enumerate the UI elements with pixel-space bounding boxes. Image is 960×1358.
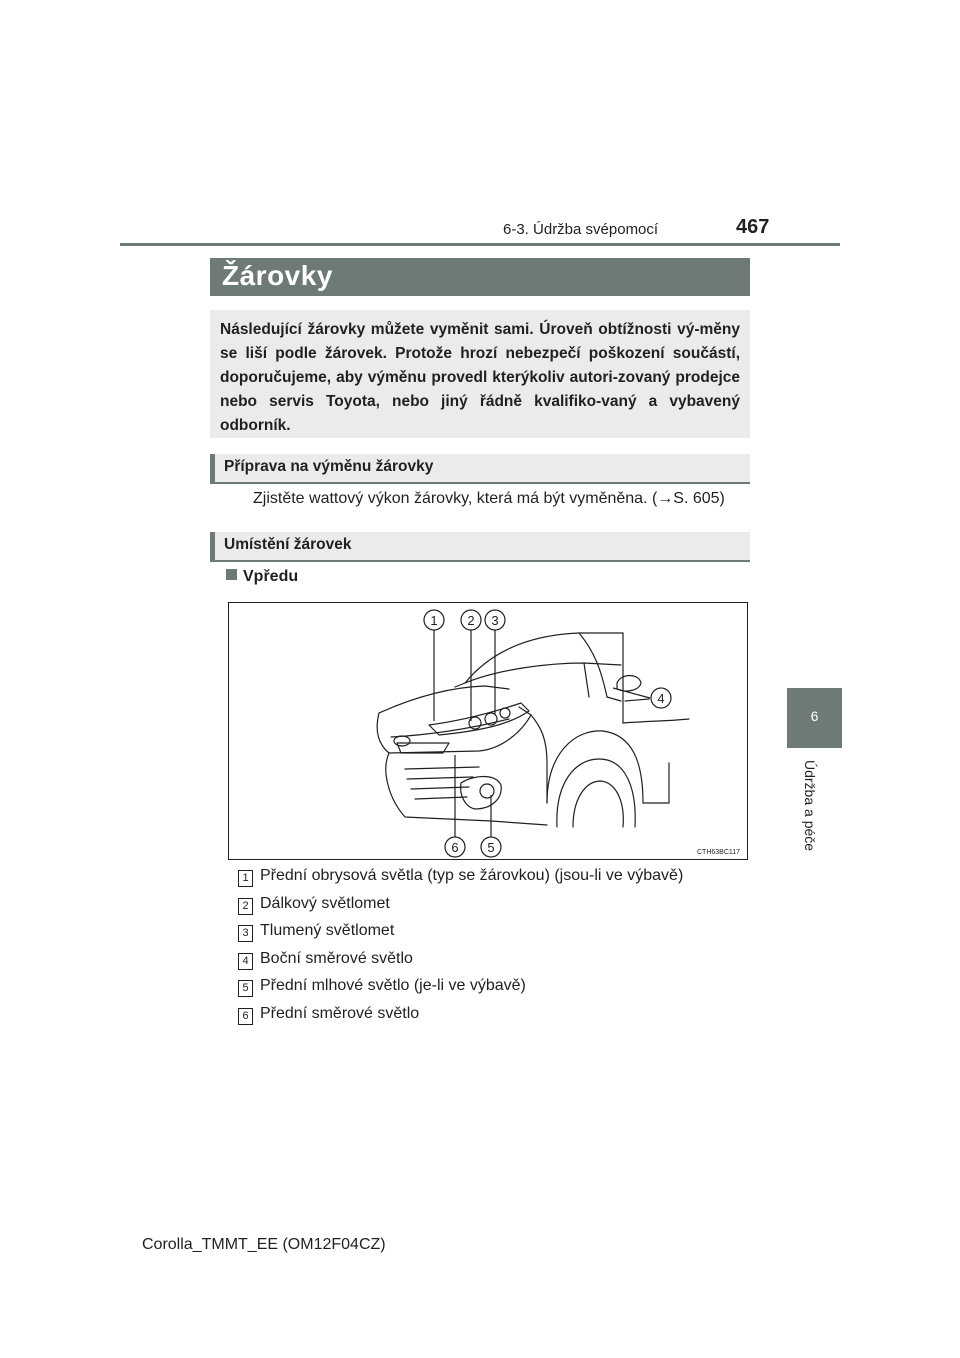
legend-number: 3 <box>238 925 253 942</box>
chapter-label: Údržba a péče <box>802 760 818 852</box>
page-title: Žárovky <box>222 260 333 291</box>
legend-number: 5 <box>238 980 253 997</box>
legend-text: Dálkový světlomet <box>260 894 390 912</box>
location-heading: Umístění žárovek <box>224 536 352 553</box>
header-section-title: 6-3. Údržba svépomocí <box>503 221 659 238</box>
legend-number: 1 <box>238 870 253 887</box>
title-bar <box>210 258 750 296</box>
intro-box <box>210 310 750 438</box>
legend-text: Přední obrysová světla (typ se žárovkou) (jsou-li ve výbavě) <box>260 867 684 884</box>
legend-number: 4 <box>238 953 253 970</box>
page-number: 467 <box>736 216 770 238</box>
intro-text: Následující žárovky můžete vyměnit sami. Úroveň obtížnosti vý-měny se liší podle žárovek. Protože hrozí nebezpečí poškození součástí, doporučujeme, aby výměnu provedl kterýkoliv autori-zovaný prodejce nebo servis Toyota, nebo jiný řádně kvalifiko-vaný a vybavený odborník. <box>220 321 740 434</box>
document-footer: Corolla_TMMT_EE (OM12F04CZ) <box>142 1236 386 1253</box>
car-front-illustration <box>228 602 748 860</box>
location-heading-bar <box>210 532 750 562</box>
square-bullet-icon <box>226 569 237 580</box>
prep-heading: Příprava na výměnu žárovky <box>224 458 434 475</box>
callout-label-4: 4 <box>657 691 665 706</box>
legend-text: Boční směrové světlo <box>260 949 413 967</box>
prep-text: Zjistěte wattový výkon žárovky, která má být vyměněna. (→S. 605) <box>253 490 725 507</box>
legend-text: Přední směrové světlo <box>260 1004 420 1022</box>
callout-label-1: 1 <box>430 613 438 628</box>
callout-label-2: 2 <box>467 613 475 628</box>
callout-label-3: 3 <box>491 613 499 628</box>
chapter-tab <box>787 688 842 748</box>
chapter-number: 6 <box>810 708 819 724</box>
legend-number: 6 <box>238 1008 253 1025</box>
front-subheading-text: Vpředu <box>243 568 299 585</box>
car-drawing <box>229 603 747 859</box>
callout-label-6: 6 <box>451 840 459 855</box>
header-rule <box>120 243 840 246</box>
prep-heading-bar <box>210 454 750 484</box>
figure-code: CTH63BC117 <box>697 849 741 856</box>
legend-text: Tlumený světlomet <box>260 922 395 939</box>
legend-number: 2 <box>238 898 253 915</box>
legend-text: Přední mlhové světlo (je-li ve výbavě) <box>260 977 526 994</box>
front-subheading <box>226 568 298 586</box>
callout-label-5: 5 <box>487 840 495 855</box>
